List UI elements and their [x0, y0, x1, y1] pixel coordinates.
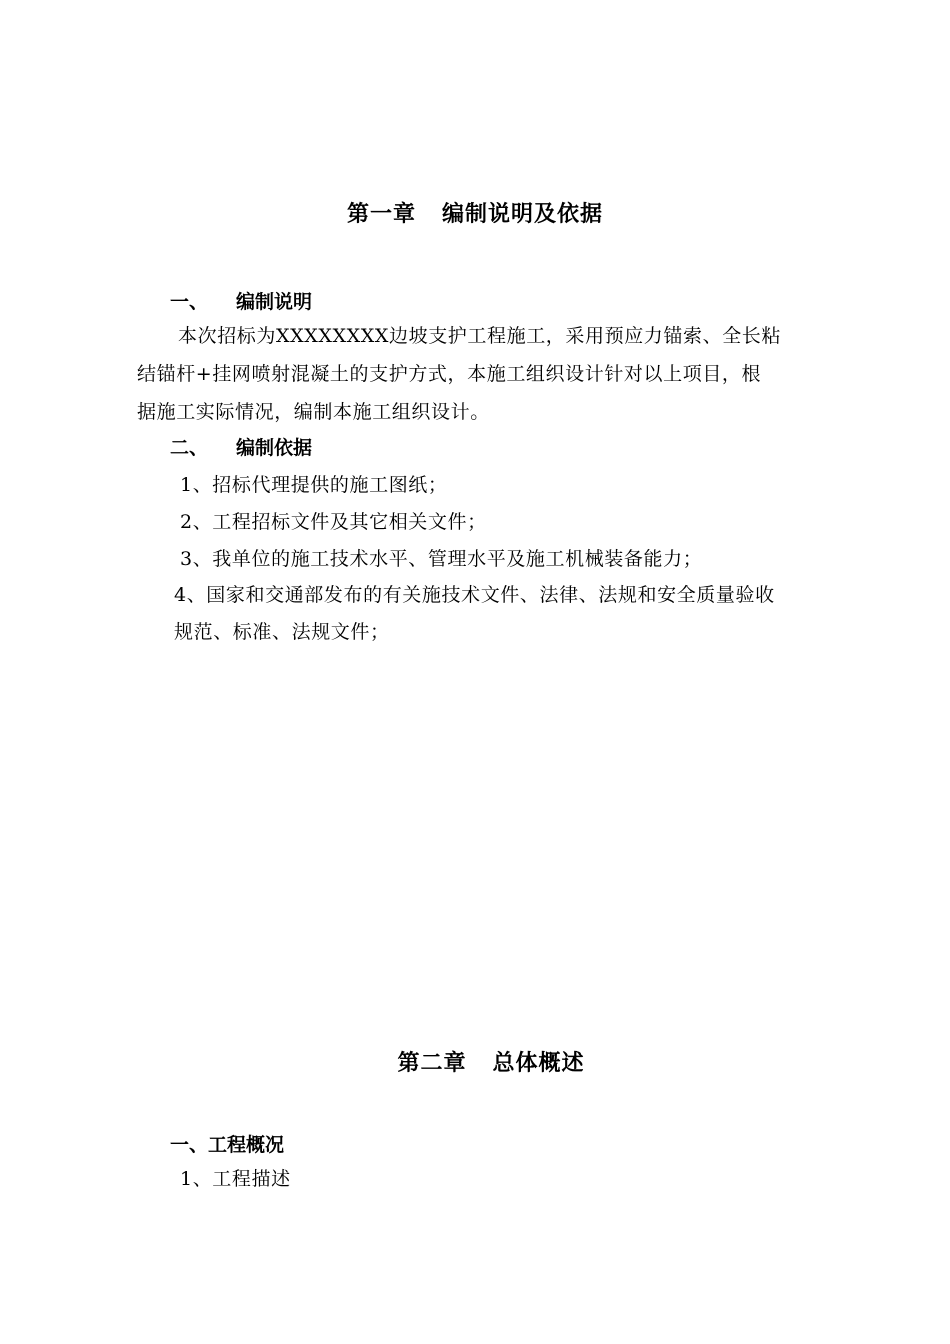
section-heading-compilation-basis	[170, 433, 312, 460]
chapter1-title	[0, 197, 950, 228]
list-item: 2、工程招标文件及其它相关文件；	[180, 511, 487, 533]
section-heading-compilation-notes	[170, 287, 312, 314]
chapter1-name: 编制说明及依据	[442, 202, 604, 227]
list-item: 3、我单位的施工技术水平、管理水平及施工机械装备能力；	[180, 548, 703, 570]
list-item-continuation: 规范、标准、法规文件；	[174, 621, 390, 643]
chapter2-name: 总体概述	[492, 1051, 585, 1076]
section-title: 编制说明	[236, 291, 313, 313]
paragraph-line-3: 据施工实际情况，编制本施工组织设计。	[137, 401, 490, 423]
list-item: 1、招标代理提供的施工图纸；	[180, 474, 448, 496]
section-heading-project-overview: 一、工程概况	[170, 1134, 285, 1156]
chapter2-title	[16, 1046, 950, 1077]
paragraph-line-1: 本次招标为XXXXXXXX边坡支护工程施工，采用预应力锚索、全长粘	[178, 325, 782, 347]
list-item: 1、工程描述	[180, 1168, 291, 1190]
chapter2-number: 第二章	[397, 1051, 467, 1076]
section-number: 二、	[170, 437, 209, 459]
section-title: 编制依据	[236, 437, 313, 459]
section-number: 一、	[170, 291, 209, 313]
list-item: 4、国家和交通部发布的有关施技术文件、法律、法规和安全质量验收	[174, 584, 775, 606]
chapter1-number: 第一章	[346, 202, 416, 227]
paragraph-line-2: 结锚杆+挂网喷射混凝土的支护方式，本施工组织设计针对以上项目，根	[137, 363, 762, 385]
